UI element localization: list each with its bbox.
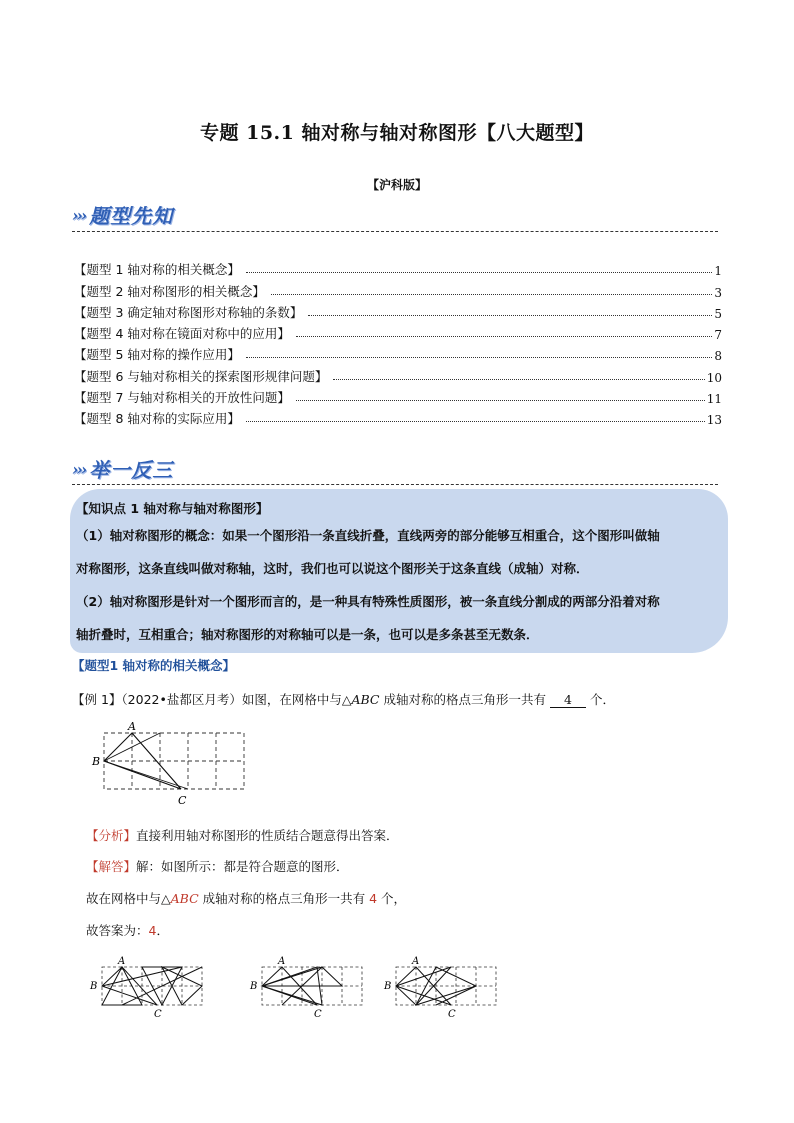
section-heading: 【题型1 轴对称的相关概念】 <box>72 658 236 673</box>
point-label-b: B <box>90 981 98 992</box>
analysis-line: 【分析】直接利用轴对称图形的性质结合题意得出答案． <box>86 828 399 843</box>
point-label-a: A <box>118 956 126 967</box>
grid-figure-main <box>88 718 258 810</box>
triple-arrow-icon: ››› <box>72 206 86 225</box>
banner-question-types <box>72 200 173 226</box>
answer-line-2: 故在网格中与△ABC 成轴对称的格点三角形一共有 4 个， <box>86 891 407 906</box>
banner-practice <box>72 454 173 480</box>
point-label-c: C <box>448 1009 456 1020</box>
solution-figure-2 <box>246 955 374 1023</box>
toc-item[interactable]: 【题型 2 轴对称图形的相关概念】 3 <box>74 283 722 300</box>
toc-item[interactable]: 【题型 7 与轴对称相关的开放性问题】 11 <box>74 390 722 407</box>
toc-item[interactable]: 【题型 1 轴对称的相关概念】 1 <box>74 262 722 279</box>
answer-tag: 【解答】 <box>86 859 137 874</box>
answer-line: 【解答】解：如图所示：都是符合题意的图形． <box>86 859 349 874</box>
point-label-c: C <box>178 794 187 807</box>
page-title: 专题 15.1 轴对称与轴对称图形【八大题型】 <box>199 122 594 144</box>
solution-figure-1 <box>86 955 214 1023</box>
point-label-b: B <box>92 755 101 768</box>
divider <box>72 484 718 485</box>
point-label-c: C <box>314 1009 322 1020</box>
answer-blank: 4 <box>550 692 586 708</box>
knowledge-line: 轴折叠时，互相重合；轴对称图形的对称轴可以是一条，也可以是多条甚至无数条． <box>76 627 539 642</box>
knowledge-line: （2）轴对称图形是针对一个图形而言的，是一种具有特殊性质图形，被一条直线分割成的两部分沿着对称 <box>76 594 660 609</box>
toc-item[interactable]: 【题型 3 确定轴对称图形对称轴的条数】 5 <box>74 304 722 321</box>
toc-item[interactable]: 【题型 6 与轴对称相关的探索图形规律问题】 10 <box>74 368 722 385</box>
knowledge-point-box <box>70 489 728 653</box>
toc-item[interactable]: 【题型 8 轴对称的实际应用】 13 <box>74 411 722 428</box>
point-label-b: B <box>384 981 392 992</box>
point-label-c: C <box>154 1009 162 1020</box>
point-label-a: A <box>412 956 420 967</box>
triple-arrow-icon: ››› <box>72 460 86 479</box>
knowledge-line: （1）轴对称图形的概念：如果一个图形沿一条直线折叠，直线两旁的部分能够互相重合，这个图形叫做轴 <box>76 528 660 543</box>
point-label-a: A <box>278 956 286 967</box>
knowledge-title: 【知识点 1 轴对称与轴对称图形】 <box>76 501 269 516</box>
point-label-b: B <box>250 981 258 992</box>
toc-item[interactable]: 【题型 5 轴对称的操作应用】 8 <box>74 347 722 364</box>
table-of-contents <box>74 257 722 427</box>
banner-text: 题型先知 <box>89 204 174 228</box>
knowledge-line: 对称图形，这条直线叫做对称轴，这时，我们也可以说这个图形关于这条直线（成轴）对称． <box>76 561 589 576</box>
edition-label: 【沪科版】 <box>366 178 427 192</box>
example-question: 【例 1】（2022•盐都区月考）如图，在网格中与△ABC 成轴对称的格点三角形一共有 4 个． <box>72 692 615 707</box>
point-label-a: A <box>128 720 136 733</box>
solution-figure-3 <box>380 955 508 1023</box>
toc-item[interactable]: 【题型 4 轴对称在镜面对称中的应用】 7 <box>74 326 722 343</box>
banner-text: 举一反三 <box>89 458 174 482</box>
answer-line-3: 故答案为：4． <box>86 923 169 938</box>
analysis-tag: 【分析】 <box>86 828 137 843</box>
divider <box>72 231 718 232</box>
